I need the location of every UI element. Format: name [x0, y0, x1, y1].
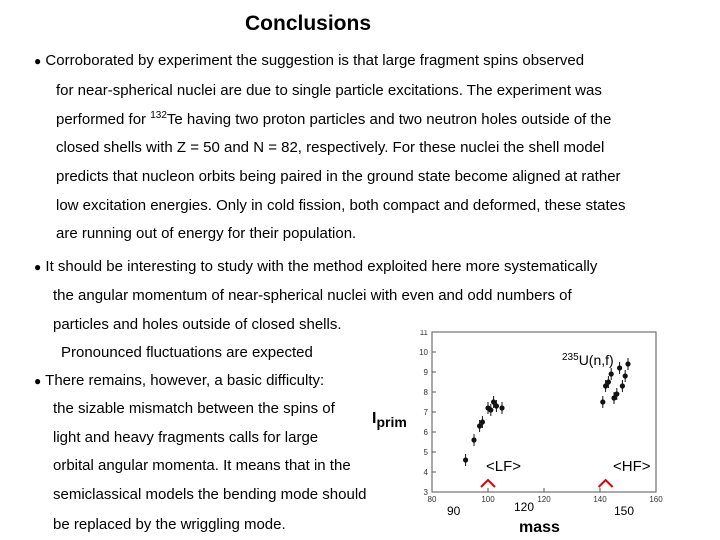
para1-line1: [34, 52, 584, 70]
x-big-tick-120: 120: [514, 500, 535, 514]
para1-line4: closed shells with Z = 50 and N = 82, respectively. For these nuclei the shell model: [56, 139, 605, 156]
data-point: [463, 457, 468, 462]
x-tick-label: 160: [649, 495, 663, 504]
data-point: [617, 365, 622, 370]
para2-line4: Pronounced fluctuations are expected: [61, 344, 313, 361]
para2-line2: the angular momentum of near-spherical nuclei with even and odd numbers of: [53, 287, 572, 304]
bullet-icon: ●: [34, 260, 42, 274]
para1-line3-post: Te having two proton particles and two neutron holes outside of the: [166, 111, 612, 128]
data-point: [625, 361, 630, 366]
reaction-superscript: 235: [562, 352, 579, 363]
y-axis-label-sub: prim: [376, 414, 407, 430]
para3-line2: the sizable mismatch between the spins of: [53, 400, 335, 417]
x-tick-label: 80: [427, 495, 437, 504]
para1-line1-text: Corroborated by experiment the suggestion is that large fragment spins observed: [45, 52, 585, 69]
para1-line3-pre: performed for: [56, 111, 151, 128]
data-point: [609, 371, 614, 376]
bullet-icon: ●: [34, 374, 42, 388]
para3-line1-text: There remains, however, a basic difficulty:: [45, 372, 325, 389]
data-point: [606, 379, 611, 384]
para3-line5: semiclassical models the bending mode should: [53, 486, 367, 503]
para1-line6: low excitation energies. Only in cold fission, both compact and deformed, these states: [56, 197, 626, 214]
para3-line6: be replaced by the wriggling mode.: [53, 516, 286, 533]
para3-line3: light and heavy fragments calls for large: [53, 429, 319, 446]
para3-line1: [34, 372, 324, 390]
x-axis-label: mass: [519, 519, 560, 536]
lf-label: <LF>: [486, 458, 522, 475]
spin-vs-mass-plot: [410, 330, 670, 508]
para1-line7: are running out of energy for their population.: [56, 225, 357, 242]
y-tick-label: 11: [419, 330, 428, 337]
y-tick-label: 6: [423, 428, 428, 437]
para1-line3: [56, 111, 611, 129]
y-tick-label: 9: [423, 368, 428, 377]
data-point: [499, 405, 504, 410]
x-tick-label: 120: [537, 495, 551, 504]
y-tick-label: 4: [423, 468, 428, 477]
para2-line3: particles and holes outside of closed shells.: [53, 316, 342, 333]
x-big-tick-150: 150: [614, 504, 635, 518]
para2-line1: [34, 258, 597, 276]
bullet-icon: ●: [34, 54, 42, 68]
para1-line2: for near-spherical nuclei are due to single particle excitations. The experiment was: [56, 82, 602, 99]
data-point: [488, 407, 493, 412]
x-tick-label: 140: [593, 495, 607, 504]
data-point: [614, 391, 619, 396]
para2-line1-text: It should be interesting to study with the method exploited here more systematically: [45, 258, 598, 275]
y-tick-label: 10: [419, 348, 428, 357]
x-tick-label: 100: [481, 495, 495, 504]
y-tick-label: 8: [423, 388, 428, 397]
x-big-tick-90: 90: [447, 504, 461, 518]
page-title: Conclusions: [245, 12, 372, 35]
para1-line5: predicts that nucleon orbits being paired in the ground state become aligned at rather: [56, 168, 621, 185]
y-tick-label: 3: [423, 488, 428, 497]
data-point: [471, 437, 476, 442]
data-point: [620, 383, 625, 388]
para3-line4: orbital angular momenta. It means that in the: [53, 457, 351, 474]
hf-label: <HF>: [613, 458, 651, 475]
y-tick-label: 5: [423, 448, 428, 457]
y-axis-label: [372, 410, 407, 430]
data-point: [623, 373, 628, 378]
isotope-superscript: 132: [150, 110, 167, 121]
data-point: [600, 399, 605, 404]
data-point: [494, 403, 499, 408]
data-point: [480, 419, 485, 424]
reaction-text: U(n,f): [578, 352, 614, 368]
y-axis-label-main: I: [372, 410, 377, 427]
y-tick-label: 7: [423, 408, 428, 417]
